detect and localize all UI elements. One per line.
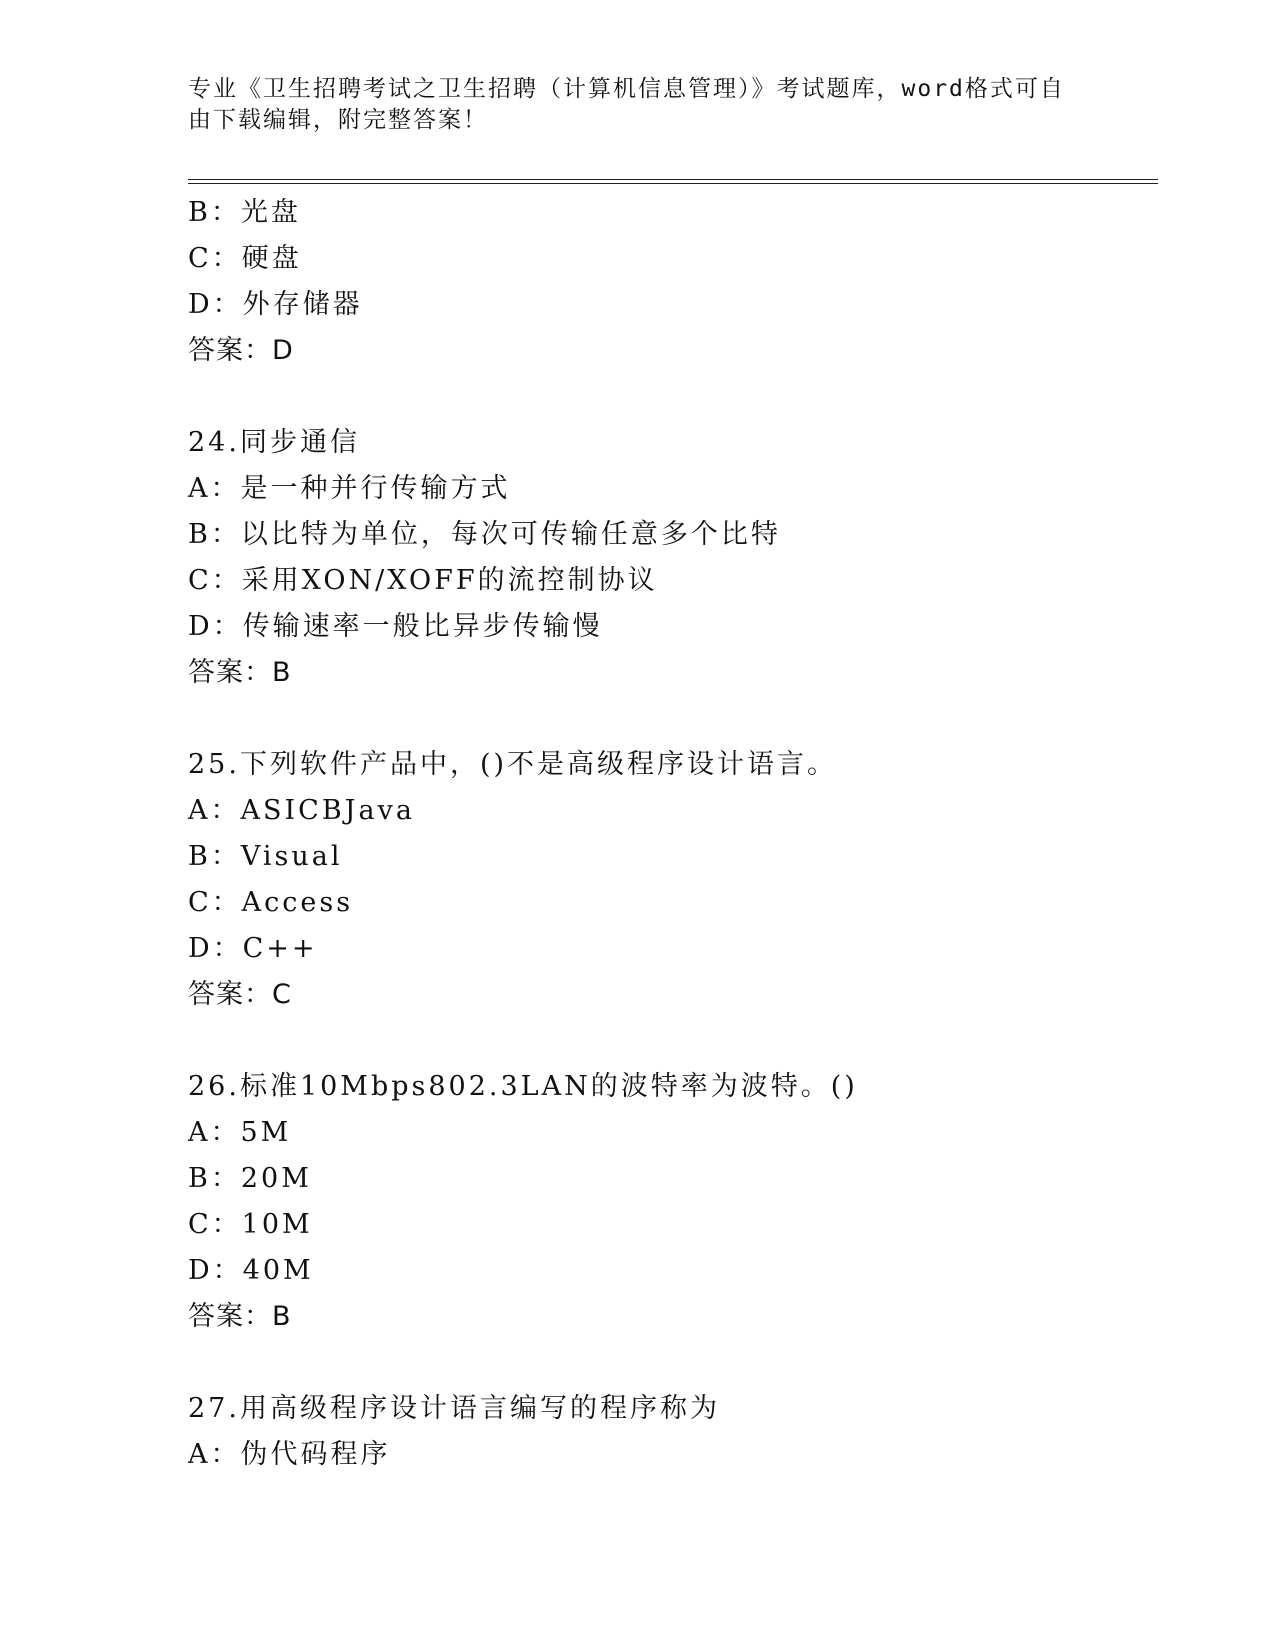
option-d: D：传输速率一般比异步传输慢 (188, 611, 603, 642)
option-c: C：10M (188, 1209, 313, 1240)
spacer (188, 1018, 1148, 1064)
question-stem: 25.下列软件产品中，()不是高级程序设计语言。 (188, 749, 838, 780)
question-block-27 (188, 1386, 1148, 1478)
option-a: A：伪代码程序 (188, 1439, 391, 1470)
answer-line: 答案：B (188, 657, 292, 688)
spacer (188, 374, 1148, 420)
question-stem: 26.标准10Mbps802.3LAN的波特率为波特。() (188, 1071, 858, 1102)
option-c: C：Access (188, 887, 354, 918)
option-d: D：外存储器 (188, 289, 363, 320)
option-d: D：C++ (188, 933, 318, 964)
option-b: B：光盘 (188, 197, 301, 228)
option-b: B：20M (188, 1163, 312, 1194)
question-stem: 27.用高级程序设计语言编写的程序称为 (188, 1393, 720, 1424)
question-block-23 (188, 190, 1148, 374)
question-block-26 (188, 1064, 1148, 1340)
answer-line: 答案：C (188, 979, 292, 1010)
question-block-25 (188, 742, 1148, 1018)
header-divider-bottom (188, 183, 1158, 184)
header-divider-top (188, 179, 1158, 180)
answer-line: 答案：D (188, 335, 294, 366)
question-stem: 24.同步通信 (188, 427, 360, 458)
question-block-24 (188, 420, 1148, 696)
option-c: C：硬盘 (188, 243, 302, 274)
option-c: C：采用XON/XOFF的流控制协议 (188, 565, 658, 596)
option-d: D：40M (188, 1255, 314, 1286)
document-header: 专业《卫生招聘考试之卫生招聘（计算机信息管理）》考试题库，word格式可自由下载编辑，附完整答案！ (188, 76, 1065, 133)
question-list (188, 190, 1148, 1478)
option-a: A：5M (188, 1117, 292, 1148)
spacer (188, 1340, 1148, 1386)
option-b: B：Visual (188, 841, 343, 872)
option-a: A：是一种并行传输方式 (188, 473, 511, 504)
answer-line: 答案：B (188, 1301, 292, 1332)
spacer (188, 696, 1148, 742)
option-b: B：以比特为单位，每次可传输任意多个比特 (188, 519, 781, 550)
option-a: A：ASICBJava (188, 795, 415, 826)
